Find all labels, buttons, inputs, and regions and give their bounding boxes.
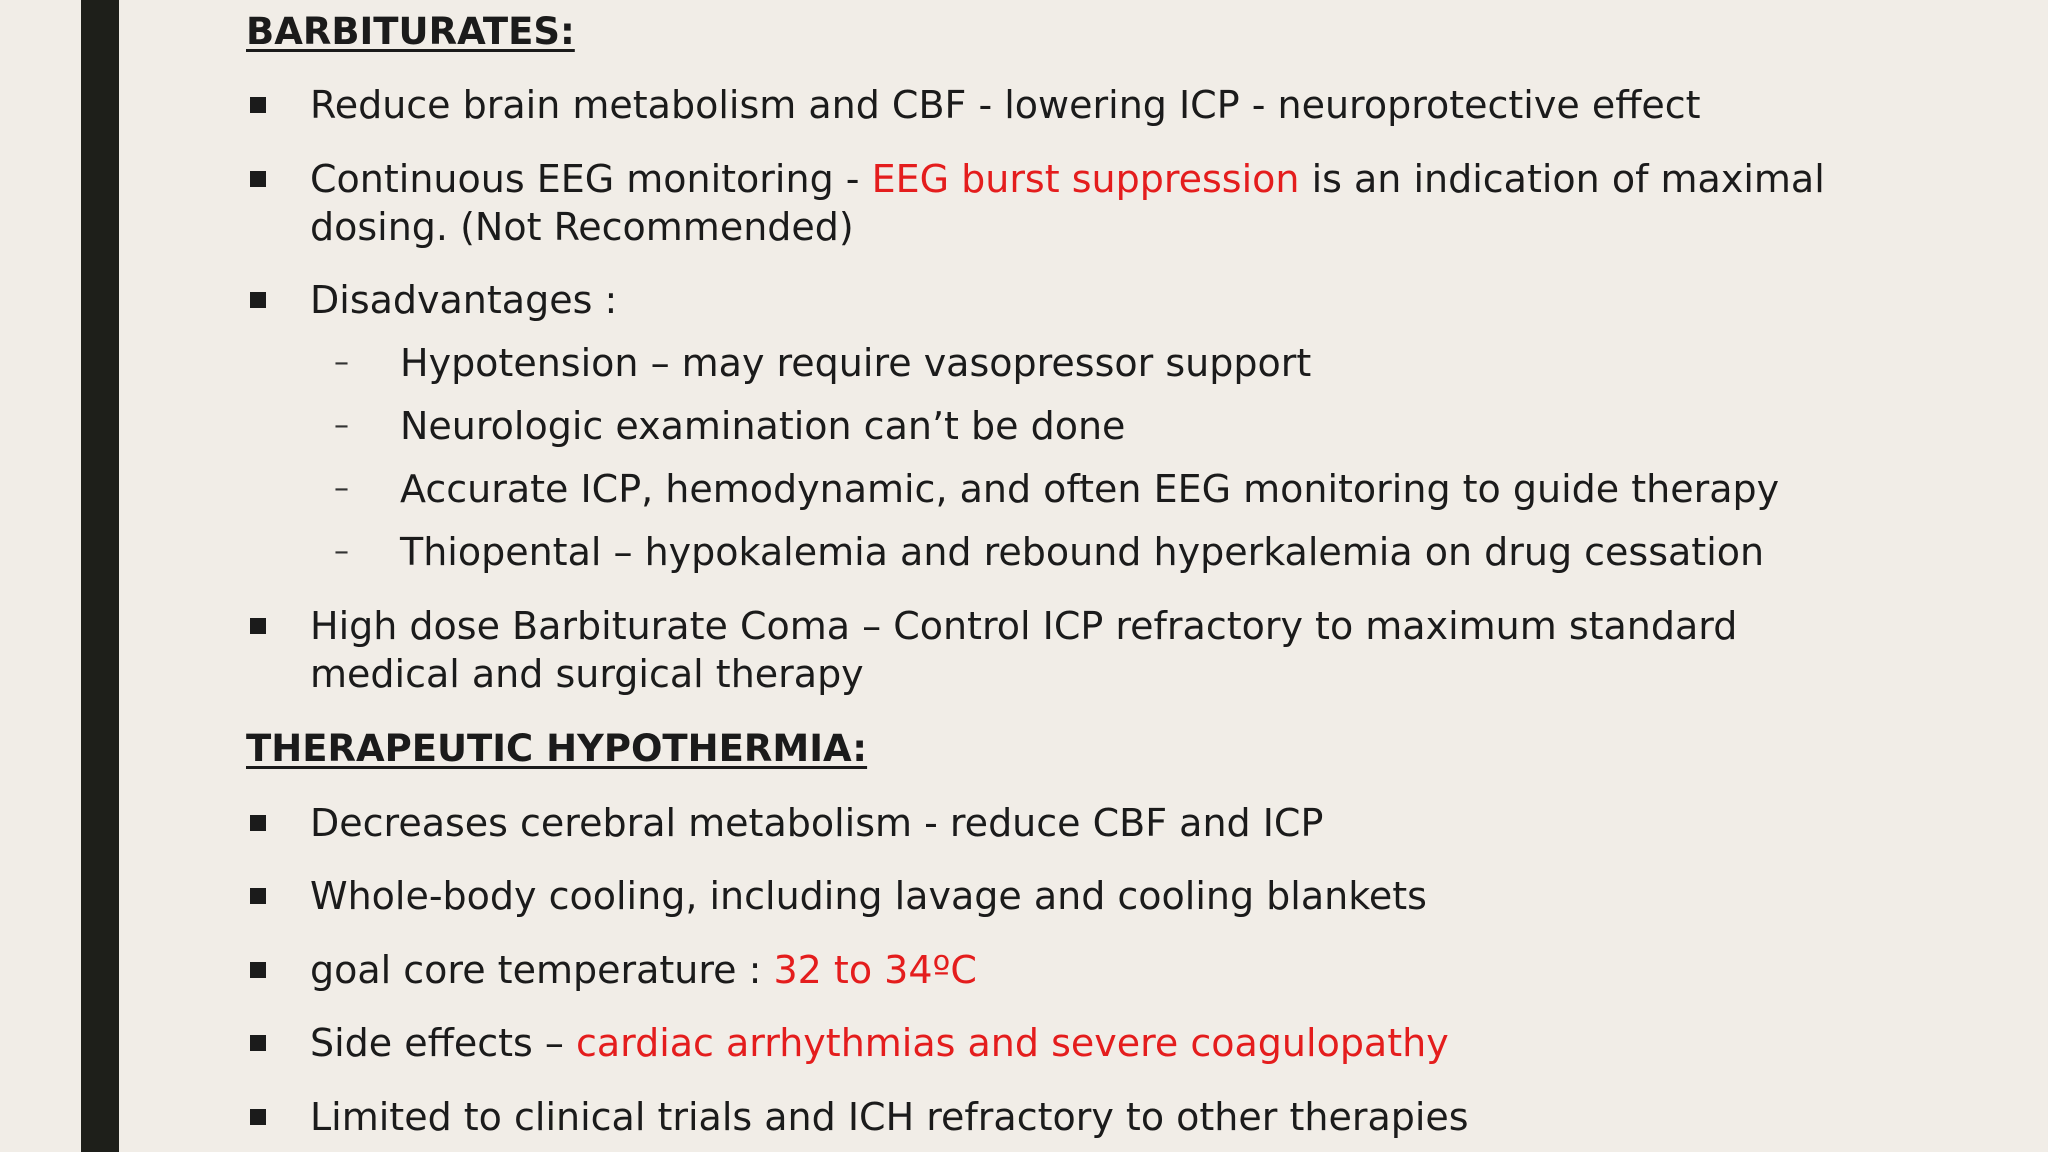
list-item-text-line2: dosing. (Not Recommended) [310,205,854,249]
list-item-text: Decreases cerebral metabolism - reduce CBF and ICP [310,801,1324,845]
square-bullet-icon [250,618,266,634]
list-item-text-part: Continuous EEG monitoring - [310,157,872,201]
square-bullet-icon [250,888,266,904]
side-accent-bar [81,0,119,1152]
list-item-text [310,155,1990,251]
list-item-text-part: Side effects – [310,1021,576,1065]
sub-list-item-text: Hypotension – may require vasopressor support [400,341,1312,385]
highlighted-text: 32 to 34ºC [773,948,977,992]
section-heading-therapeutic-hypothermia: THERAPEUTIC HYPOTHERMIA: [246,727,868,770]
dash-bullet-icon: – [334,408,349,443]
dash-bullet-icon: – [334,534,349,569]
dash-bullet-icon: – [334,471,349,506]
list-item-text: Limited to clinical trials and ICH refractory to other therapies [310,1095,1469,1139]
square-bullet-icon [250,962,266,978]
list-item-text [310,602,1990,698]
section-heading-barbiturates: BARBITURATES: [246,10,575,53]
square-bullet-icon [250,97,266,113]
list-item-text-part: High dose Barbiturate Coma – Control ICP refractory to maximum standard [310,604,1738,648]
list-item-text-part: goal core temperature : [310,948,774,992]
square-bullet-icon [250,1109,266,1125]
square-bullet-icon [250,171,266,187]
square-bullet-icon [250,815,266,831]
square-bullet-icon [250,1035,266,1051]
list-item-text: Reduce brain metabolism and CBF - lowering ICP - neuroprotective effect [310,83,1701,127]
dash-bullet-icon: – [334,345,349,380]
sub-list-item-text: Neurologic examination can’t be done [400,404,1126,448]
sub-list-item-text: Accurate ICP, hemodynamic, and often EEG monitoring to guide therapy [400,467,1780,511]
highlighted-text: cardiac arrhythmias and severe coagulopathy [575,1021,1449,1065]
list-item-text: Whole-body cooling, including lavage and cooling blankets [310,874,1427,918]
list-item-text [310,946,1990,994]
list-item-text [310,1019,1990,1067]
list-item-text: Disadvantages : [310,278,618,322]
list-item-text-line2: medical and surgical therapy [310,652,864,696]
list-item-text-part: is an indication of maximal [1299,157,1825,201]
highlighted-text: EEG burst suppression [871,157,1300,201]
sub-list-item-text: Thiopental – hypokalemia and rebound hyperkalemia on drug cessation [400,530,1765,574]
square-bullet-icon [250,292,266,308]
